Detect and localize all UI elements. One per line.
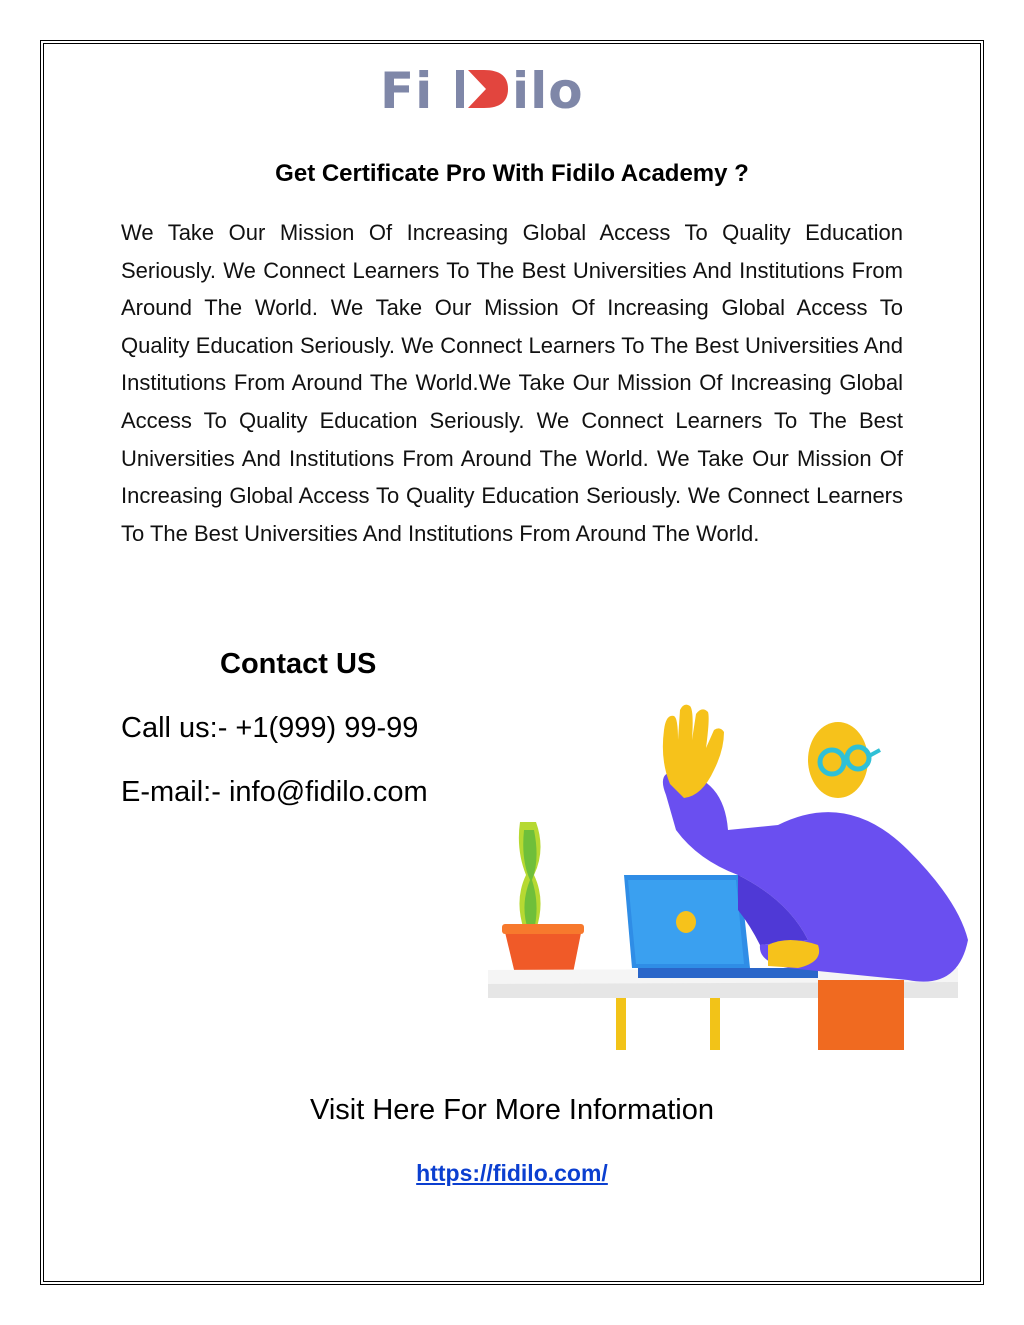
logo-text-right: ilo	[512, 62, 584, 120]
contact-email: E-mail:- info@fidilo.com	[121, 776, 428, 808]
logo-text-left: Fi	[380, 62, 434, 120]
waving-hand-icon	[663, 705, 724, 798]
person-legs	[818, 980, 904, 1050]
logo-d-mark	[456, 70, 508, 108]
plant-icon	[502, 822, 584, 978]
page-title: Get Certificate Pro With Fidilo Academy ?	[275, 160, 749, 187]
website-link[interactable]: https://fidilo.com/	[416, 1160, 608, 1186]
person-head	[808, 722, 880, 798]
contact-phone: Call us:- +1(999) 99-99	[121, 712, 419, 744]
visit-heading: Visit Here For More Information	[310, 1094, 714, 1126]
mission-paragraph: We Take Our Mission Of Increasing Global Access To Quality Education Seriously. We Connect Learners To The Best Universities And Institutions From Around The World. We Take Our Mission Of Increasing Global Access To Quality Education Seriously. We Connect Learners To The Best Universities And Institutions From Around The World.We Take Our Mission Of Increasing Global Access To Quality Education Seriously. We Connect Learners To The Best Universities And Institutions From Around The World. We Take Our Mission Of Increasing Global Access To Quality Education Seriously. We Connect Learners To The Best Universities And Institutions From Around The World.	[121, 220, 903, 546]
person-at-laptop-illustration	[488, 700, 968, 1050]
contact-heading: Contact US	[220, 648, 377, 680]
fidilo-logo	[380, 58, 610, 120]
